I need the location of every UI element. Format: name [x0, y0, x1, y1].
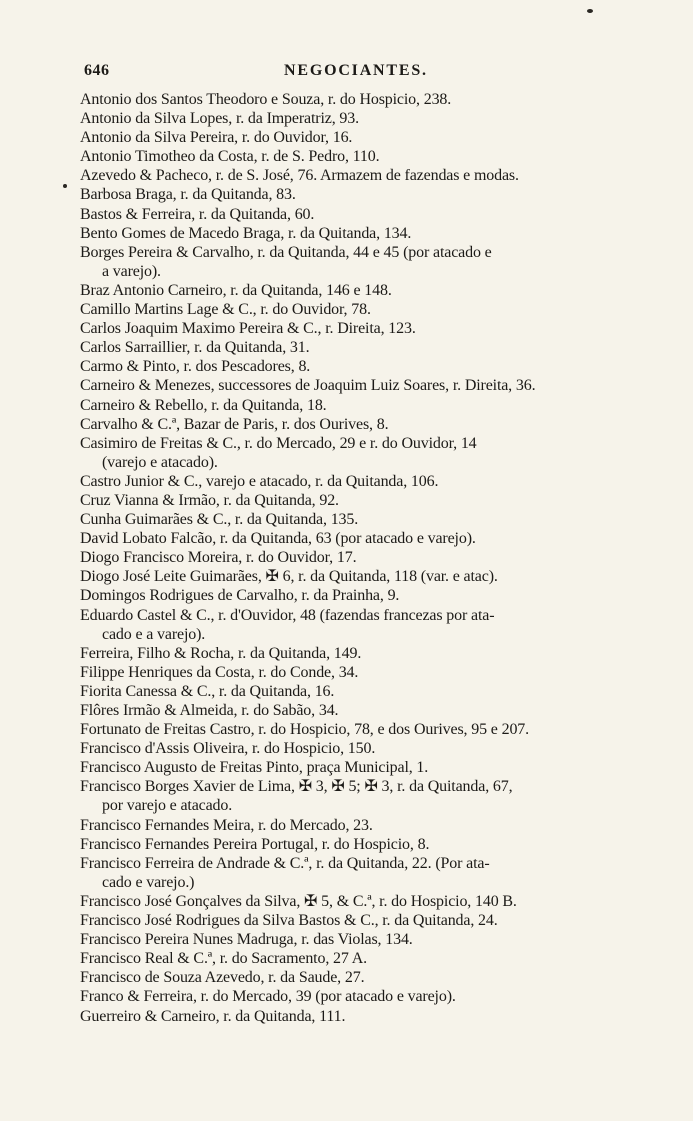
list-item: Carvalho & C.ª, Bazar de Paris, r. dos Ourives, 8.: [80, 415, 389, 433]
list-item-continuation: (varejo e atacado).: [102, 453, 218, 471]
list-item-continuation: cado e a varejo).: [102, 625, 206, 643]
list-item: Francisco Borges Xavier de Lima, ✠ 3, ✠ 5; ✠ 3, r. da Quitanda, 67,: [80, 778, 513, 796]
page-number: 646: [84, 62, 110, 79]
list-item: Francisco Fernandes Pereira Portugal, r. do Hospicio, 8.: [80, 835, 430, 853]
page-header: [84, 62, 644, 86]
list-item: Filippe Henriques da Costa, r. do Conde, 34.: [80, 663, 359, 681]
list-item: Carlos Joaquim Maximo Pereira & C., r. Direita, 123.: [80, 320, 416, 338]
list-item: Carneiro & Menezes, successores de Joaquim Luiz Soares, r. Direita, 36.: [80, 377, 536, 395]
list-item: Carneiro & Rebello, r. da Quitanda, 18.: [80, 396, 327, 414]
list-item: Barbosa Braga, r. da Quitanda, 83.: [80, 186, 296, 204]
list-item: Cruz Vianna & Irmão, r. da Quitanda, 92.: [80, 491, 339, 509]
list-item: Francisco d'Assis Oliveira, r. do Hospicio, 150.: [80, 740, 376, 758]
list-item: Antonio da Silva Pereira, r. do Ouvidor, 16.: [80, 129, 353, 147]
list-item: Bento Gomes de Macedo Braga, r. da Quitanda, 134.: [80, 224, 412, 242]
list-item: Bastos & Ferreira, r. da Quitanda, 60.: [80, 205, 315, 223]
list-item: Diogo José Leite Guimarães, ✠ 6, r. da Quitanda, 118 (var. e atac).: [80, 568, 498, 586]
list-item: Antonio da Silva Lopes, r. da Imperatriz, 93.: [80, 110, 359, 128]
list-item: Diogo Francisco Moreira, r. do Ouvidor, 17.: [80, 549, 357, 567]
list-item: Eduardo Castel & C., r. d'Ouvidor, 48 (fazendas francezas por ata-: [80, 606, 495, 624]
list-item: Carlos Sarraillier, r. da Quitanda, 31.: [80, 339, 310, 357]
list-item: Guerreiro & Carneiro, r. da Quitanda, 111.: [80, 1007, 346, 1025]
list-item: Antonio dos Santos Theodoro e Souza, r. do Hospicio, 238.: [80, 91, 452, 108]
list-item: Ferreira, Filho & Rocha, r. da Quitanda, 149.: [80, 644, 362, 662]
list-item: Flôres Irmão & Almeida, r. do Sabão, 34.: [80, 702, 339, 719]
ink-speck: [587, 9, 593, 13]
list-item: Castro Junior & C., varejo e atacado, r. da Quitanda, 106.: [80, 472, 439, 490]
list-item: Cunha Guimarães & C., r. da Quitanda, 135.: [80, 511, 359, 529]
list-item: Camillo Martins Lage & C., r. do Ouvidor, 78.: [80, 301, 371, 319]
list-item: Casimiro de Freitas & C., r. do Mercado, 29 e r. do Ouvidor, 14: [80, 434, 477, 452]
list-item: Francisco Real & C.ª, r. do Sacramento, 27 A.: [80, 950, 367, 968]
list-item: Francisco Fernandes Meira, r. do Mercado, 23.: [80, 816, 373, 834]
running-head: NEGOCIANTES.: [284, 62, 428, 79]
list-item: Francisco Augusto de Freitas Pinto, praça Municipal, 1.: [80, 759, 429, 777]
list-item: Borges Pereira & Carvalho, r. da Quitanda, 44 e 45 (por atacado e: [80, 243, 492, 261]
list-item-continuation: cado e varejo.): [102, 873, 195, 891]
list-item: Francisco Pereira Nunes Madruga, r. das Violas, 134.: [80, 931, 413, 949]
list-item: Fortunato de Freitas Castro, r. do Hospicio, 78, e dos Ourives, 95 e 207.: [80, 721, 529, 739]
list-item: Braz Antonio Carneiro, r. da Quitanda, 146 e 148.: [80, 281, 392, 299]
list-item: Franco & Ferreira, r. do Mercado, 39 (por atacado e varejo).: [80, 988, 456, 1006]
list-item-continuation: por varejo e atacado.: [102, 797, 233, 815]
list-item-continuation: a varejo).: [102, 262, 161, 280]
list-item: Fiorita Canessa & C., r. da Quitanda, 16.: [80, 682, 335, 700]
list-item: Azevedo & Pacheco, r. de S. José, 76. Armazem de fazendas e modas.: [80, 167, 519, 185]
list-item: David Lobato Falcão, r. da Quitanda, 63 (por atacado e varejo).: [80, 530, 476, 548]
list-item: Domingos Rodrigues de Carvalho, r. da Prainha, 9.: [80, 587, 400, 605]
list-item: Francisco José Gonçalves da Silva, ✠ 5, & C.ª, r. do Hospicio, 140 B.: [80, 892, 517, 910]
directory-list: [80, 90, 650, 1026]
ink-speck: [63, 184, 67, 188]
list-item: Carmo & Pinto, r. dos Pescadores, 8.: [80, 358, 311, 376]
list-item: Francisco Ferreira de Andrade & C.ª, r. da Quitanda, 22. (Por ata-: [80, 854, 490, 872]
list-item: Francisco de Souza Azevedo, r. da Saude, 27.: [80, 969, 365, 987]
list-item: Francisco José Rodrigues da Silva Bastos & C., r. da Quitanda, 24.: [80, 912, 498, 930]
list-item: Antonio Timotheo da Costa, r. de S. Pedro, 110.: [80, 148, 380, 166]
